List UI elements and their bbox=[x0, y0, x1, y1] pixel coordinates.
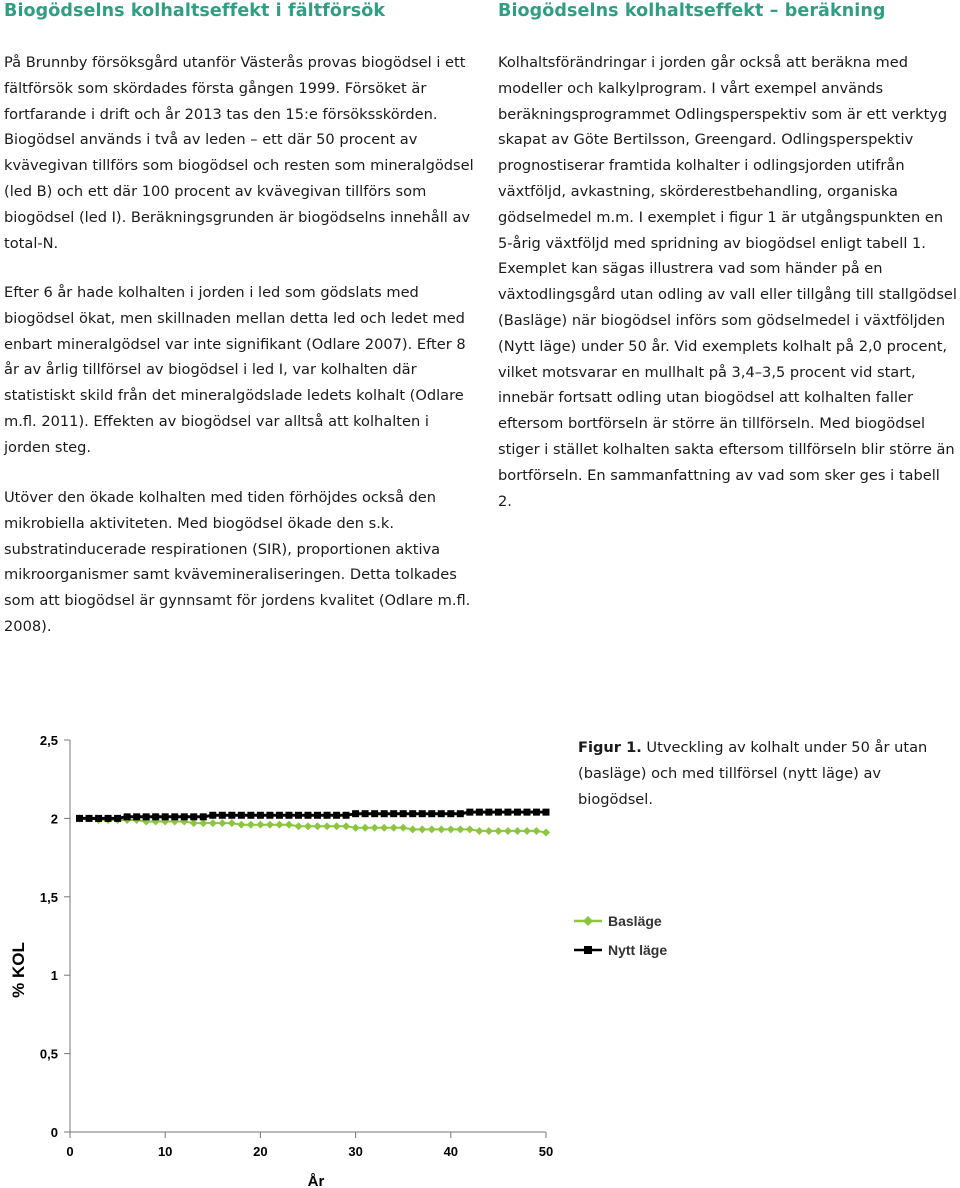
data-point bbox=[419, 810, 426, 817]
data-point bbox=[352, 824, 360, 832]
y-tick-label: 0 bbox=[50, 1125, 58, 1140]
y-axis-title: % KOL bbox=[9, 942, 28, 998]
data-point bbox=[466, 809, 473, 816]
data-point bbox=[390, 810, 397, 817]
data-point bbox=[238, 812, 245, 819]
y-tick-label: 1 bbox=[50, 968, 58, 984]
data-point bbox=[437, 825, 445, 833]
x-tick-label: 0 bbox=[66, 1144, 74, 1159]
data-point bbox=[324, 812, 331, 819]
caption-text: Utveckling av kolhalt under 50 år utan (basläge) och med tillförsel (nytt läge) av biogödsel. bbox=[578, 739, 928, 808]
data-point bbox=[295, 812, 302, 819]
left-paragraph-2: Efter 6 år hade kolhalten i jorden i led som gödslats med biogödsel ökat, men skillnaden mellan detta led och ledet med enbart mineralgödsel var inte signifikant (Odlare 2007). Efter 8 år av årlig tillförsel av biogödsel i led I, var kolhalten där statistiskt skild från det mineralgödslade ledets kolhalt (Odlare m.fl. 2011). Effekten av biogödsel var alltså att kolhalten i jorden steg. bbox=[4, 284, 466, 456]
data-point bbox=[124, 813, 131, 820]
data-point bbox=[247, 821, 255, 829]
right-heading: Biogödselns kolhaltseffekt – beräkning bbox=[498, 1, 886, 21]
data-point bbox=[504, 827, 512, 835]
data-point bbox=[86, 815, 93, 822]
data-point bbox=[390, 824, 398, 832]
data-point bbox=[275, 821, 283, 829]
data-point bbox=[381, 810, 388, 817]
data-point bbox=[171, 813, 178, 820]
data-point bbox=[362, 810, 369, 817]
left-paragraph-1: På Brunnby försöksgård utanför Västerås provas biogödsel i ett fältförsök som skördades första gången 1999. Försöket är fortfarande i drift och år 2013 tas den 15:e försöksskörden. Biogödsel används i två av leden – ett där 50 procent av kvävegivan tillförs som biogödsel och resten som mineralgödsel (led B) och ett där 100 procent av kvävegivan tillförs som biogödsel (led I). Beräkningsgrunden är biogödselns innehåll av total-N. bbox=[4, 54, 474, 252]
data-point bbox=[456, 825, 464, 833]
x-tick-label: 50 bbox=[538, 1144, 554, 1159]
data-point bbox=[476, 809, 483, 816]
data-point bbox=[190, 813, 197, 820]
data-point bbox=[342, 822, 350, 830]
x-tick-label: 20 bbox=[253, 1144, 268, 1159]
data-point bbox=[542, 829, 550, 837]
data-point bbox=[200, 813, 207, 820]
data-point bbox=[323, 822, 331, 830]
data-point bbox=[209, 819, 217, 827]
data-point bbox=[361, 824, 369, 832]
data-point bbox=[485, 827, 493, 835]
data-point bbox=[457, 810, 464, 817]
data-point bbox=[162, 813, 169, 820]
y-tick-label: 0,5 bbox=[39, 1046, 58, 1062]
axes bbox=[40, 733, 553, 1159]
data-point bbox=[333, 812, 340, 819]
legend-marker bbox=[584, 946, 592, 954]
data-point bbox=[237, 821, 245, 829]
data-point bbox=[218, 819, 226, 827]
caption-label: Figur 1. bbox=[578, 739, 642, 756]
data-point bbox=[428, 825, 436, 833]
data-point bbox=[494, 827, 502, 835]
data-point bbox=[533, 809, 540, 816]
data-point bbox=[257, 812, 264, 819]
data-point bbox=[247, 812, 254, 819]
data-point bbox=[400, 810, 407, 817]
data-point bbox=[371, 810, 378, 817]
legend-label: Nytt läge bbox=[608, 942, 668, 958]
left-heading: Biogödselns kolhaltseffekt i fältförsök bbox=[4, 1, 386, 21]
data-point bbox=[133, 813, 140, 820]
data-point bbox=[380, 824, 388, 832]
data-point bbox=[352, 810, 359, 817]
y-tick-label: 1,5 bbox=[39, 889, 58, 905]
x-tick-label: 10 bbox=[157, 1144, 173, 1159]
data-point bbox=[409, 810, 416, 817]
x-tick-label: 40 bbox=[443, 1144, 459, 1159]
legend-label: Basläge bbox=[608, 913, 662, 929]
data-point bbox=[256, 821, 264, 829]
data-point bbox=[343, 812, 350, 819]
data-point bbox=[105, 815, 112, 822]
data-point bbox=[504, 809, 511, 816]
y-axis-title-group bbox=[9, 942, 28, 998]
kolhalt-chart bbox=[0, 720, 700, 1188]
data-point bbox=[276, 812, 283, 819]
data-point bbox=[447, 810, 454, 817]
data-point bbox=[152, 813, 159, 820]
data-point bbox=[228, 812, 235, 819]
data-point bbox=[438, 810, 445, 817]
data-point bbox=[209, 812, 216, 819]
data-point bbox=[114, 815, 121, 822]
data-point bbox=[447, 825, 455, 833]
data-point bbox=[294, 822, 302, 830]
data-point bbox=[219, 812, 226, 819]
y-tick-label: 2 bbox=[50, 811, 58, 827]
x-tick-label: 30 bbox=[348, 1144, 363, 1159]
y-tick-label: 2,5 bbox=[39, 733, 58, 748]
left-paragraph-3: Utöver den ökade kolhalten med tiden förhöjdes också den mikrobiella aktiviteten. Med biogödsel ökade den s.k. substratinducerade respirationen (SIR), proportionen aktiva mikroorganismer samt kvävemineraliseringen. Detta tolkades som att biogödsel är gynnsamt för jordens kvalitet (Odlare m.fl. 2008). bbox=[4, 489, 471, 635]
data-point bbox=[399, 824, 407, 832]
data-point bbox=[285, 821, 293, 829]
data-point bbox=[314, 812, 321, 819]
series-nytt-läge bbox=[76, 809, 549, 822]
data-point bbox=[95, 815, 102, 822]
data-point bbox=[285, 812, 292, 819]
data-point bbox=[466, 825, 474, 833]
data-point bbox=[418, 825, 426, 833]
data-point bbox=[333, 822, 341, 830]
data-point bbox=[143, 813, 150, 820]
series-group bbox=[76, 809, 550, 837]
data-point bbox=[371, 824, 379, 832]
data-point bbox=[523, 827, 531, 835]
x-axis-title: År bbox=[307, 1173, 325, 1188]
data-point bbox=[495, 809, 502, 816]
data-point bbox=[543, 809, 550, 816]
legend bbox=[574, 913, 667, 958]
data-point bbox=[314, 822, 322, 830]
data-point bbox=[76, 815, 83, 822]
data-point bbox=[228, 819, 236, 827]
data-point bbox=[428, 810, 435, 817]
data-point bbox=[523, 809, 530, 816]
legend-marker bbox=[583, 916, 593, 926]
data-point bbox=[266, 812, 273, 819]
data-point bbox=[305, 812, 312, 819]
data-point bbox=[266, 821, 274, 829]
data-point bbox=[304, 822, 312, 830]
right-paragraph-1: Kolhaltsförändringar i jorden går också att beräkna med modeller och kalkylprogram. I vårt exempel används beräkningsprogrammet Odlingsperspektiv som är ett verktyg skapat av Göte Bertilsson, Greengard. Odlingsperspektiv prognostiserar framtida kolhalter i odlingsjorden utifrån växtföljd, avkastning, skörderestbehandling, organiska gödselmedel m.m. I exemplet i figur 1 är utgångspunkten en 5-årig växtföljd med spridning av biogödsel enligt tabell 1. Exemplet kan sägas illustrera vad som händer på en växtodlingsgård utan odling av vall eller tillgång till stallgödsel (Basläge) när biogödsel införs som gödselmedel i växtföljden (Nytt läge) under 50 år. Vid exemplets kolhalt på 2,0 procent, vilket motsvarar en mullhalt på 3,4–3,5 procent vid start, innebär fortsatt odling utan biogödsel att kolhalten faller eftersom bortförseln är större än tillförseln. Med biogödsel stiger i stället kolhalten sakta eftersom tillförseln blir större än bortförseln. En sammanfattning av vad som sker ges i tabell 2. bbox=[498, 54, 957, 510]
data-point bbox=[513, 827, 521, 835]
data-point bbox=[181, 813, 188, 820]
data-point bbox=[532, 827, 540, 835]
data-point bbox=[475, 827, 483, 835]
data-point bbox=[514, 809, 521, 816]
data-point bbox=[409, 825, 417, 833]
data-point bbox=[485, 809, 492, 816]
